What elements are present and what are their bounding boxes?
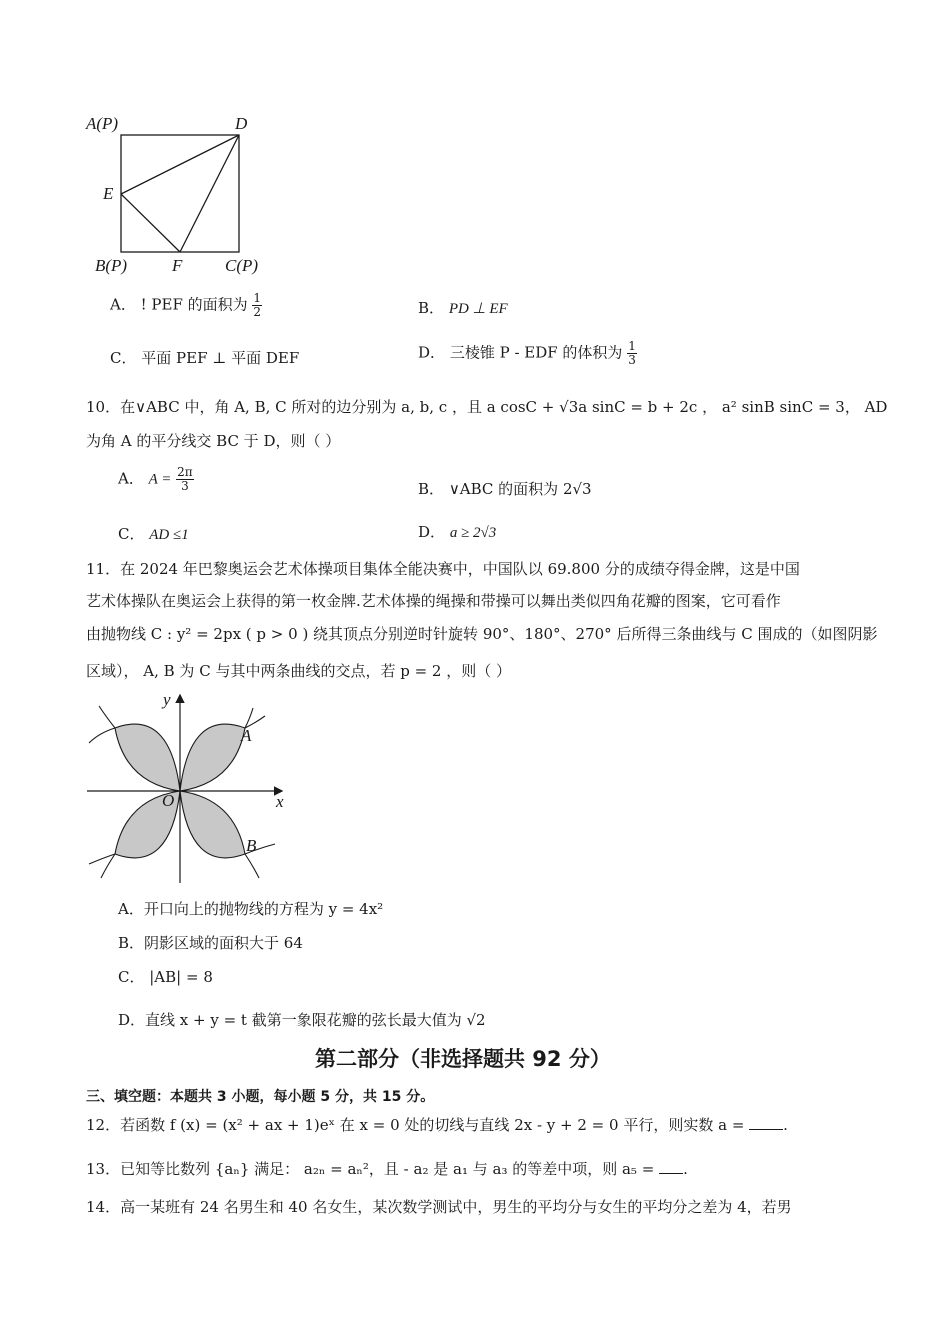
q10-stem-line2: 为角 A 的平分线交 BC 于 D，则（ ） — [86, 432, 341, 450]
answer-blank[interactable] — [659, 1161, 683, 1174]
square-abcd — [121, 135, 239, 252]
part2-title: 第二部分（非选择题共 92 分） — [315, 1047, 611, 1071]
answer-blank[interactable] — [749, 1117, 783, 1130]
petal-upper-right — [180, 724, 245, 791]
fraction: $\frac{1}{2}$ — [253, 291, 262, 319]
label-c-p: C(P) — [225, 256, 259, 275]
q11-option-b[interactable]: B．阴影区域的面积大于 64 — [118, 934, 303, 952]
q13-line: 13．已知等比数列 {aₙ} 满足： a₂ₙ = aₙ²，且 - a₂ 是 a₁ 与 a₃ 的等差中项，则 a₅ = . — [86, 1160, 688, 1178]
q11-option-d[interactable]: D．直线 x + y = t 截第一象限花瓣的弦长最大值为 √2 — [118, 1011, 486, 1029]
petal-lower-right — [180, 791, 245, 858]
label-f: F — [172, 256, 183, 275]
curve-tail-4 — [101, 854, 115, 878]
curve-tail-2 — [99, 706, 115, 728]
label-b-p: B(P) — [95, 256, 128, 275]
curve-tail-8 — [89, 854, 115, 864]
q9-option-d[interactable]: D． 三棱锥 P - EDF 的体积为 $\frac{1}{3}$ — [418, 339, 636, 367]
fraction: $\frac{1}{3}$ — [628, 339, 636, 367]
fraction: $\frac{2\pi}{3}$ — [177, 465, 193, 493]
q10-option-a[interactable]: A． A = $\frac{2\pi}{3}$ — [118, 465, 193, 493]
q11-stem-line2: 艺术体操队在奥运会上获得的第一枚金牌.艺术体操的绳操和带操可以舞出类似四角花瓣的图案，它可看作 — [86, 592, 781, 610]
origin-label: O — [162, 791, 175, 810]
q11-option-a[interactable]: A．开口向上的抛物线的方程为 y = 4x² — [118, 900, 384, 918]
petal-upper-left — [115, 724, 180, 791]
q10-option-c[interactable]: C． AD ≤1 — [118, 525, 189, 543]
edge-ed — [121, 135, 239, 194]
edge-fd — [180, 135, 239, 252]
q11-stem-line1: 11．在 2024 年巴黎奥运会艺术体操项目集体全能决赛中，中国队以 69.800 分的成绩夺得金牌，这是中国 — [86, 560, 800, 578]
curve-tail-6 — [89, 728, 115, 743]
q9-option-c[interactable]: C． 平面 PEF ⊥ 平面 DEF — [110, 349, 300, 367]
q10-option-b[interactable]: B． ∨ABC 的面积为 2√3 — [418, 480, 592, 498]
q11-stem-line4: 区域）， A, B 为 C 与其中两条曲线的交点，若 p = 2 ，则（ ） — [86, 662, 511, 680]
label-e: E — [103, 184, 114, 203]
axis-label-y: y — [163, 690, 171, 709]
q10-stem-line1: 10．在∨ABC 中，角 A, B, C 所对的边分别为 a, b, c ，且 a cosC + √3a sinC = b + 2c ， a² sinB sinC = 3， AD — [86, 398, 888, 416]
point-b-label: B — [246, 836, 257, 855]
petal-figure — [85, 688, 295, 888]
q10-option-d[interactable]: D． a ≥ 2√3 — [418, 523, 497, 541]
curve-tail-3 — [245, 854, 259, 878]
q9-option-a[interactable]: A． ! PEF 的面积为 $\frac{1}{2}$ — [110, 291, 262, 319]
point-a-label: A — [241, 726, 252, 745]
q11-option-c[interactable]: C． |AB| = 8 — [118, 968, 213, 986]
label-a-p: A(P) — [86, 114, 119, 133]
label-d: D — [235, 114, 248, 133]
q14-line: 14．高一某班有 24 名男生和 40 名女生，某次数学测试中，男生的平均分与女生的平均分之差为 4，若男 — [86, 1198, 792, 1216]
axis-label-x: x — [276, 792, 284, 811]
section3-heading: 三、填空题：本题共 3 小题，每小题 5 分，共 15 分。 — [86, 1089, 435, 1105]
edge-ef — [121, 194, 180, 252]
q11-stem-line3: 由抛物线 C : y² = 2px ( p > 0 ) 绕其顶点分别逆时针旋转 90°、180°、270° 后所得三条曲线与 C 围成的（如图阴影 — [86, 625, 878, 643]
q12-line: 12．若函数 f (x) = (x² + ax + 1)eˣ 在 x = 0 处的切线与直线 2x - y + 2 = 0 平行，则实数 a = . — [86, 1116, 788, 1134]
q9-option-b[interactable]: B． PD ⊥ EF — [418, 299, 508, 317]
